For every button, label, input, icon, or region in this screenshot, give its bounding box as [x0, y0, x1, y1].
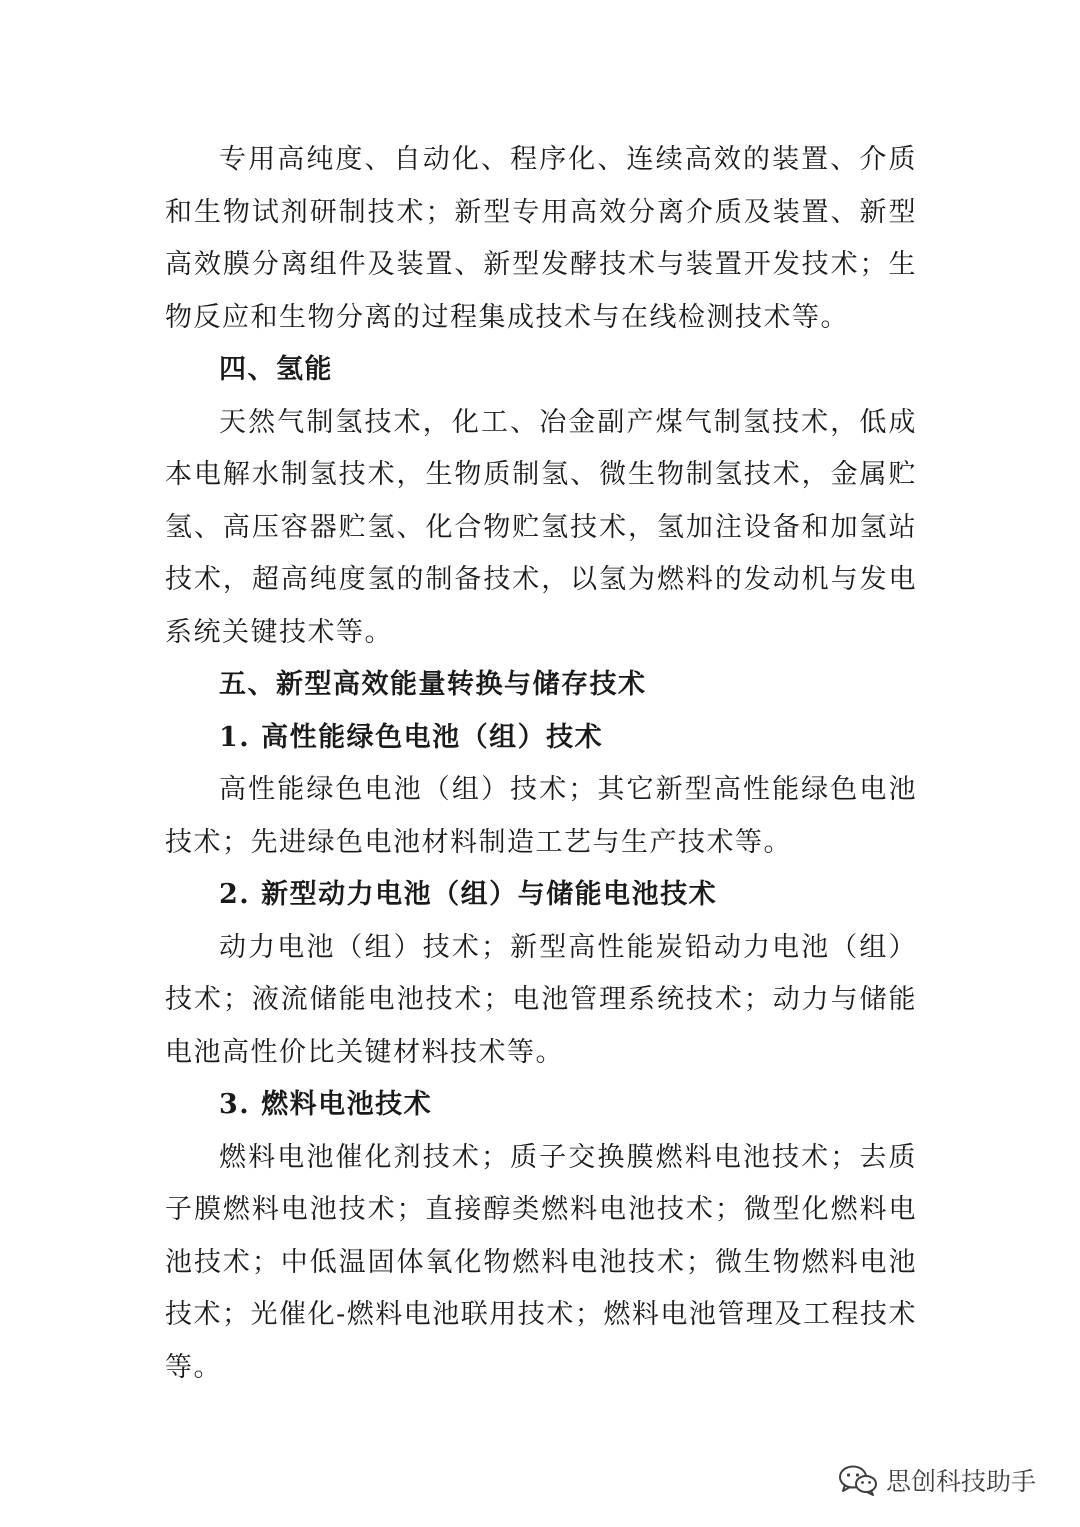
paragraph-green-battery: 高性能绿色电池（组）技术；其它新型高性能绿色电池技术；先进绿色电池材料制造工艺与生产技术等。 — [165, 774, 917, 858]
paragraph-power-storage-battery: 动力电池（组）技术；新型高性能炭铅动力电池（组）技术；液流储能电池技术；电池管理系统技术；动力与储能电池高性价比关键材料技术等。 — [165, 931, 917, 1068]
heading-energy-conversion-storage: 五、新型高效能量转换与储存技术 — [219, 669, 647, 700]
watermark — [838, 1462, 1036, 1498]
subheading-green-battery: 1. 高性能绿色电池（组）技术 — [219, 721, 604, 753]
paragraph-bio-equipment: 专用高纯度、自动化、程序化、连续高效的装置、介质和生物试剂研制技术；新型专用高效分离介质及装置、新型高效膜分离组件及装置、新型发酵技术与装置开发技术；生物反应和生物分离的过程集成技术与在线检测技术等。 — [165, 144, 917, 333]
paragraph-hydrogen-tech: 天然气制氢技术，化工、冶金副产煤气制氢技术，低成本电解水制氢技术，生物质制氢、微生物制氢技术，金属贮氢、高压容器贮氢、化合物贮氢技术，氢加注设备和加氢站技术，超高纯度氢的制备技术，以氢为燃料的发动机与发电系统关键技术等。 — [165, 406, 917, 648]
wechat-icon — [838, 1464, 878, 1496]
subheading-fuel-cell: 3. 燃料电池技术 — [219, 1089, 433, 1120]
watermark-text: 思创科技助手 — [886, 1467, 1037, 1496]
document-body — [165, 134, 917, 1394]
heading-hydrogen-energy: 四、氢能 — [219, 354, 333, 385]
paragraph-fuel-cell: 燃料电池催化剂技术；质子交换膜燃料电池技术；去质子膜燃料电池技术；直接醇类燃料电池技术；微型化燃料电池技术；中低温固体氧化物燃料电池技术；微生物燃料电池技术；光催化-燃料电池联用技术；燃料电池管理及工程技术等。 — [165, 1141, 917, 1383]
subheading-power-storage-battery: 2. 新型动力电池（组）与储能电池技术 — [219, 879, 718, 910]
